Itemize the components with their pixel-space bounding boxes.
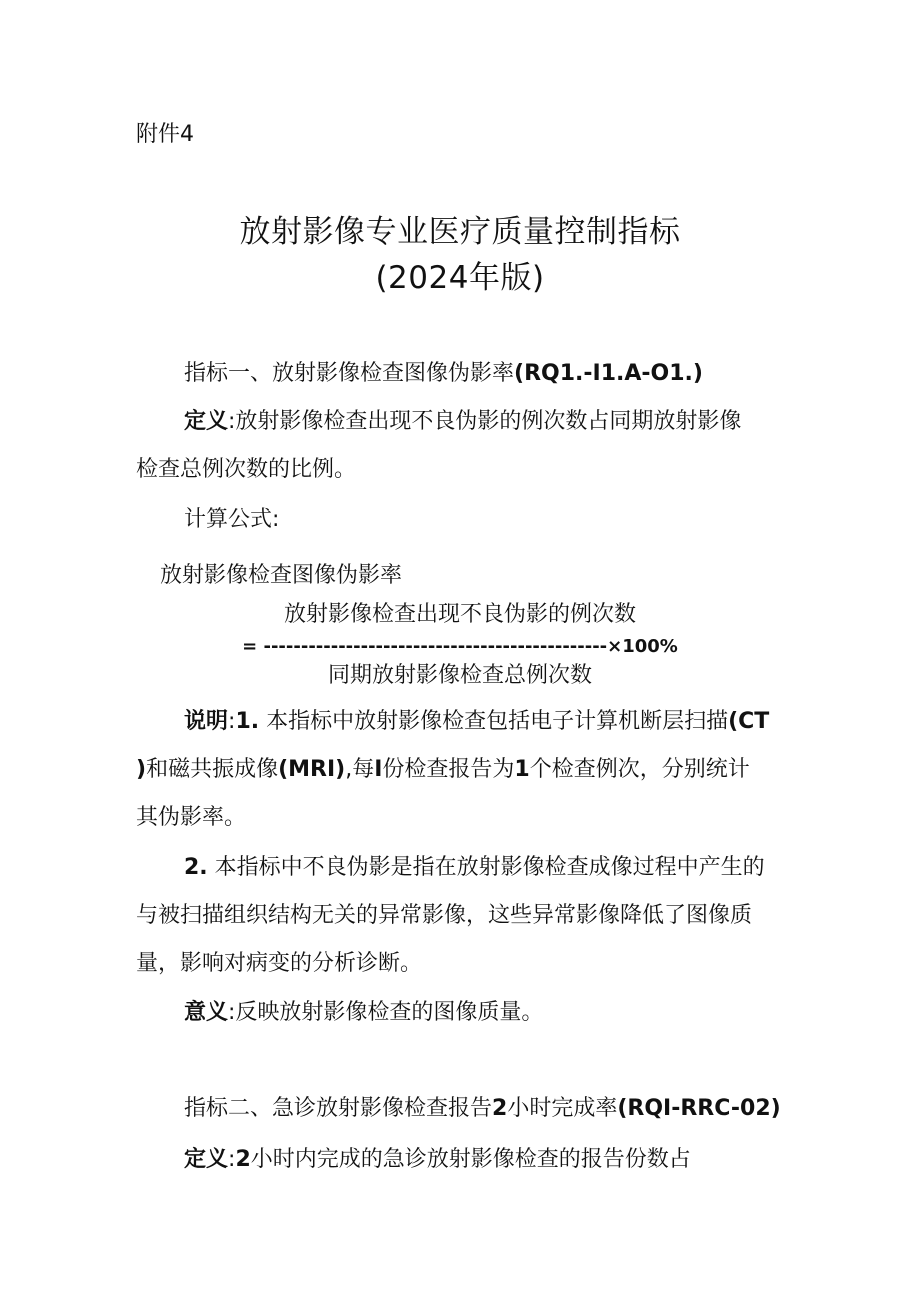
note1-line2: )和磁共振成像(MRI),每I份检查报告为1个检查例次，分别统计 [136,757,750,782]
note2-line3: 量，影响对病变的分析诊断。 [136,951,423,976]
formula-denominator: 同期放射影像检查总例次数 [327,663,592,688]
indicator1-code: (RQ1.-I1.A-O1.) [514,361,703,386]
definition-label: 定义 [184,409,229,434]
note1-line1: 说明:1. 本指标中放射影像检查包括电子计算机断层扫描(CT [184,709,770,734]
indicator1-definition-line2: 检查总例次数的比例。 [136,457,357,482]
indicator2-heading: 指标二、急诊放射影像检查报告2小时完成率(RQI-RRC-02) [184,1096,781,1121]
indicator2-code: (RQI-RRC-02) [617,1096,781,1121]
formula-fraction-line: = ----------------------------------------------×100% [242,636,678,657]
document-title: 放射影像专业医疗质量控制指标 [239,214,681,250]
formula-label: 计算公式: [184,507,280,532]
definition-label: 定义 [184,1147,229,1172]
note-label: 说明 [184,709,229,734]
meaning-label: 意义 [184,1000,229,1025]
note2-line1: 2. 本指标中不良伪影是指在放射影像检查成像过程中产生的 [184,855,765,880]
formula-numerator: 放射影像检查出现不良伪影的例次数 [283,602,636,627]
note2-line2: 与被扫描组织结构无关的异常影像，这些异常影像降低了图像质 [136,903,753,928]
meaning-line: 意义:反映放射影像检查的图像质量。 [184,1000,544,1025]
document-subtitle: (2024年版) [375,260,545,296]
indicator1-definition-line1: 定义:放射影像检查出现不良伪影的例次数占同期放射影像 [184,409,742,434]
attachment-label: 附件4 [136,122,194,147]
note1-line3: 其伪影率。 [136,805,247,830]
indicator1-heading: 指标一、放射影像检查图像伪影率(RQ1.-I1.A-O1.) [184,361,703,386]
indicator2-definition: 定义:2小时内完成的急诊放射影像检查的报告份数占 [184,1147,691,1172]
formula-name: 放射影像检查图像伪影率 [160,563,403,588]
